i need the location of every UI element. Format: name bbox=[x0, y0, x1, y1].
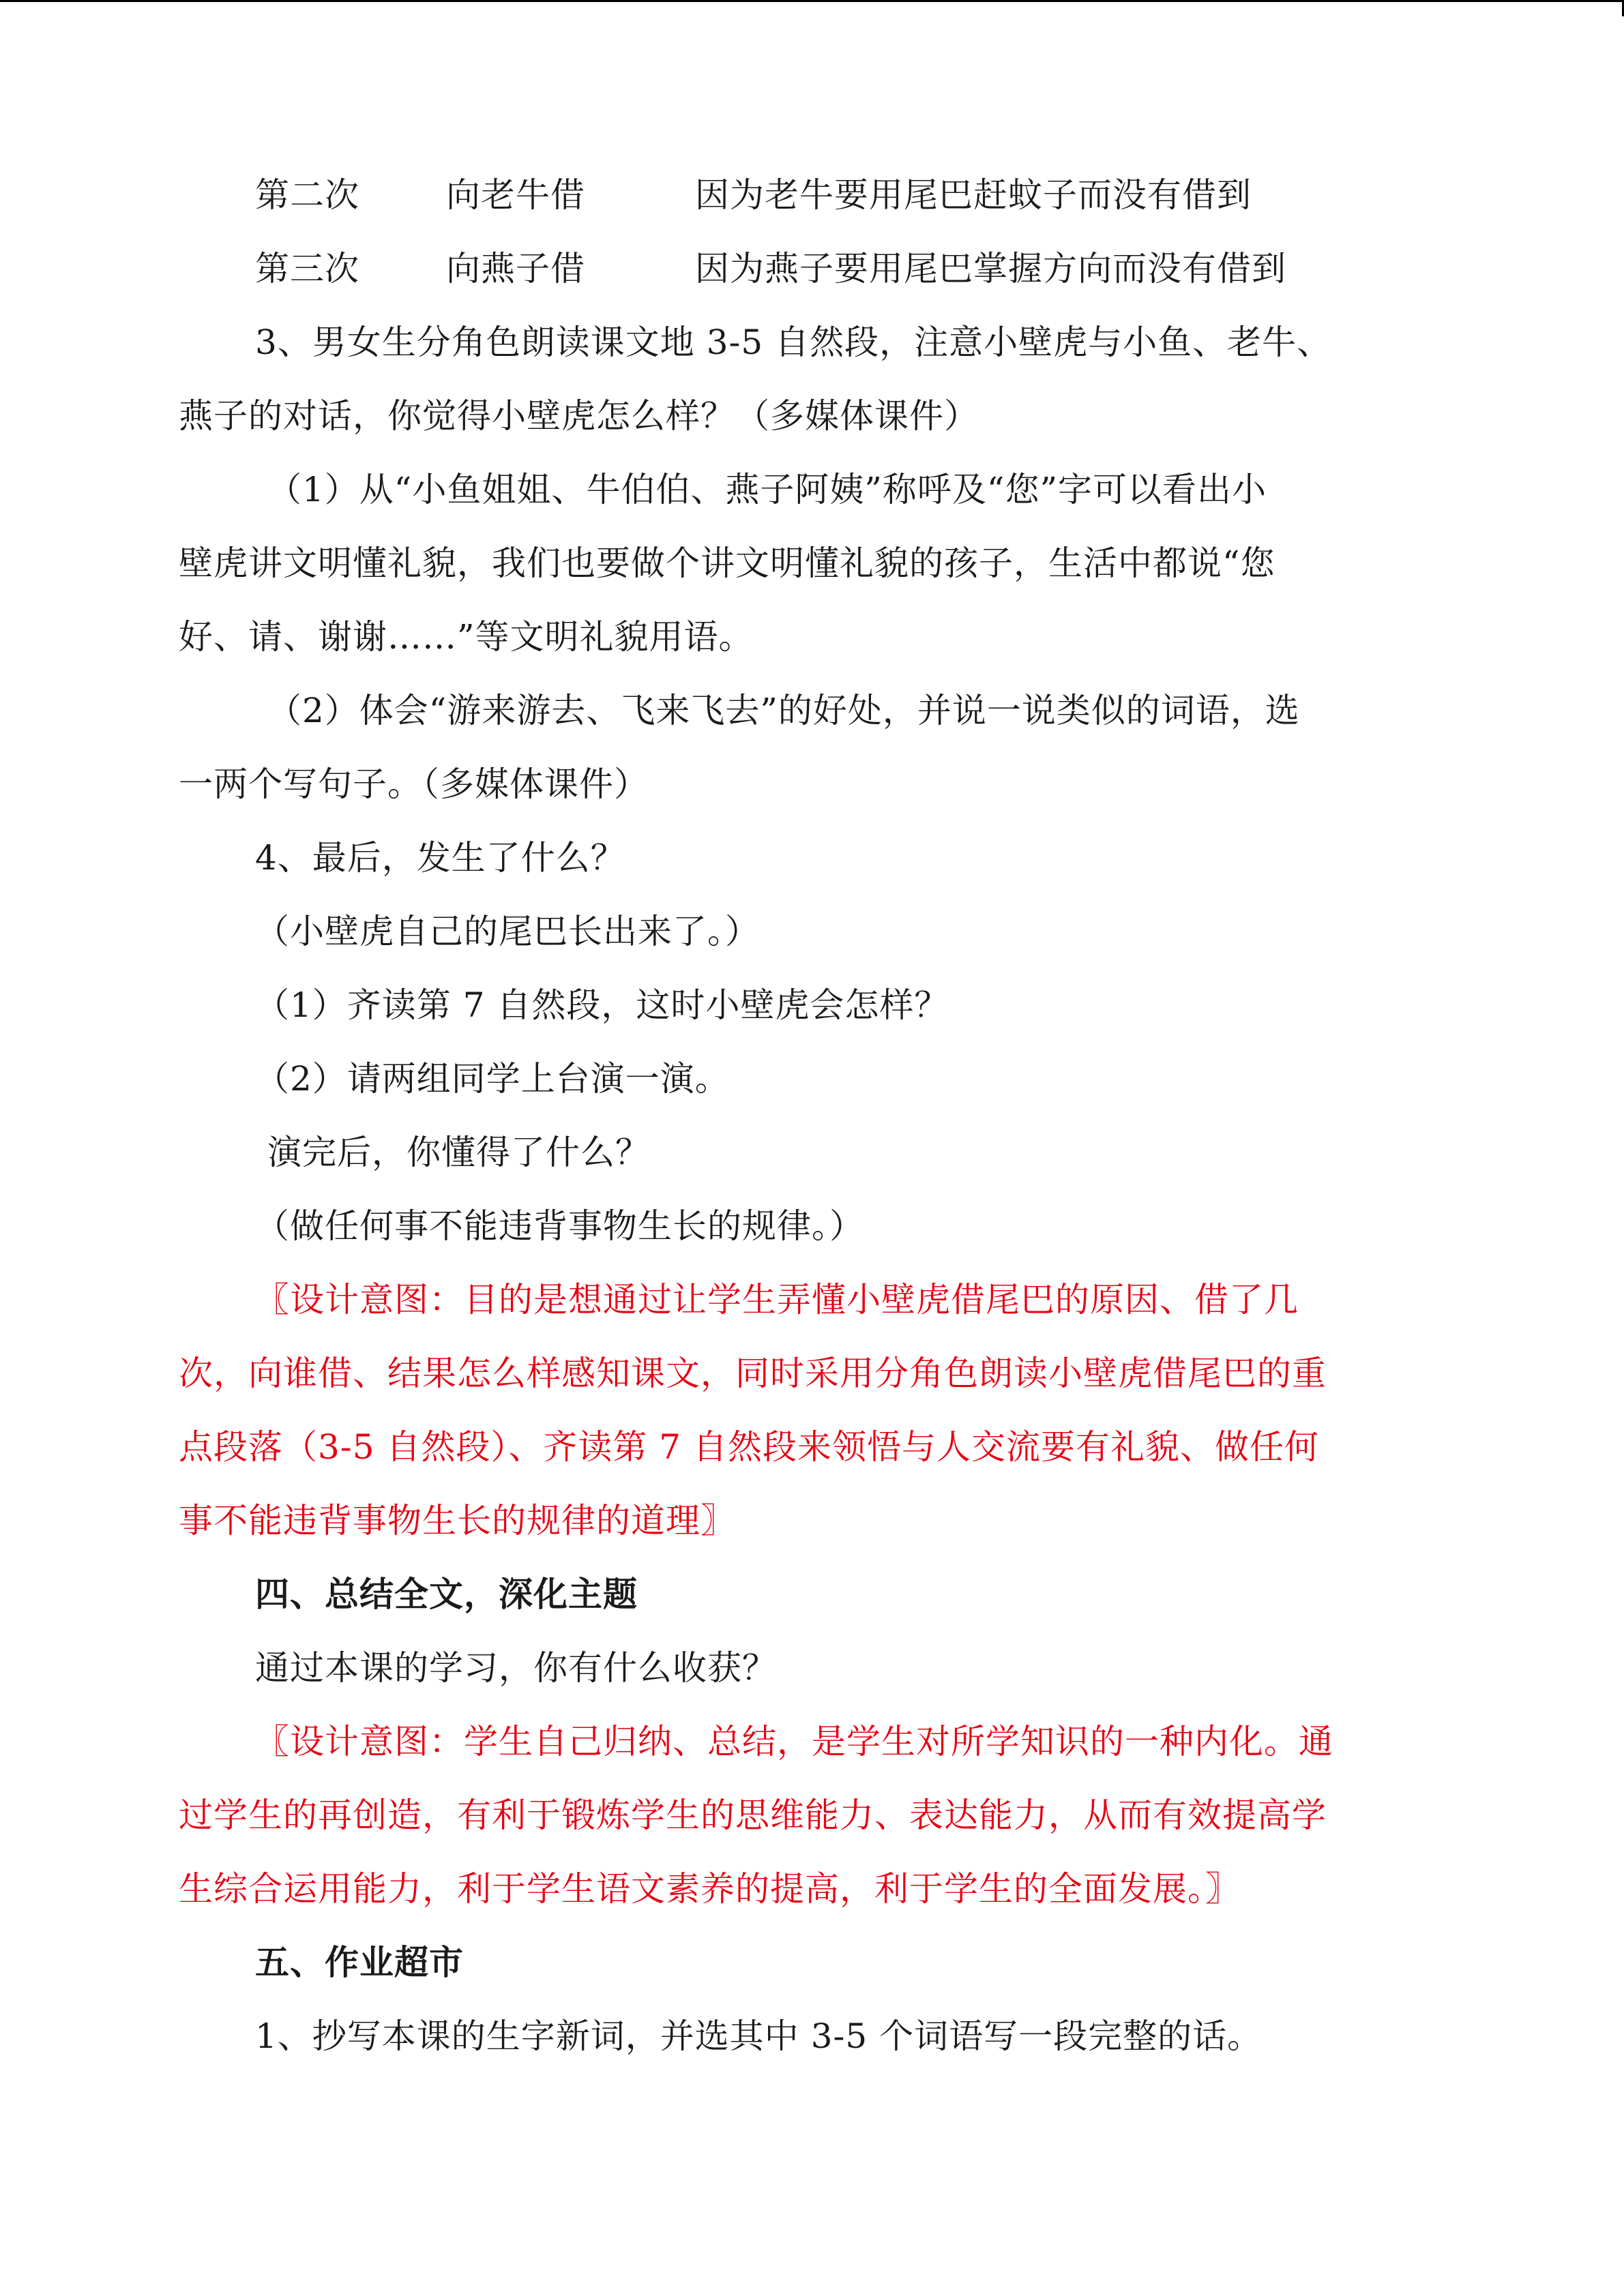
design-intent-1-line1: 〖设计意图：目的是想通过让学生弄懂小壁虎借尾巴的原因、借了几 bbox=[255, 1280, 1299, 1320]
step3-line2: 燕子的对话，你觉得小壁虎怎么样？（多媒体课件） bbox=[179, 396, 979, 436]
design-intent-1-line2: 次，向谁借、结果怎么样感知课文，同时采用分角色朗读小壁虎借尾巴的重 bbox=[179, 1354, 1327, 1393]
step4-item2: （2）请两组同学上台演一演。 bbox=[255, 1059, 730, 1099]
step4-answer: （小壁虎自己的尾巴长出来了。） bbox=[255, 912, 760, 951]
step4-item1: （1）齐读第 7 自然段，这时小壁虎会怎样？ bbox=[255, 985, 949, 1025]
section4-question: 通过本课的学习，你有什么收获？ bbox=[255, 1648, 777, 1688]
section5-task1: 1、抄写本课的生字新词，并选其中 3-5 个词语写一段完整的话。 bbox=[255, 2016, 1263, 2056]
step3-line1: 3、男女生分角色朗读课文地 3-5 自然段，注意小壁虎与小鱼、老牛、 bbox=[255, 323, 1332, 362]
design-intent-1-line3: 点段落（3-5 自然段）、齐读第 7 自然段来领悟与人交流要有礼貌、做任何 bbox=[179, 1427, 1320, 1467]
design-intent-2-line1: 〖设计意图：学生自己归纳、总结，是学生对所学知识的一种内化。通 bbox=[255, 1722, 1333, 1761]
section5-heading: 五、作业超市 bbox=[255, 1942, 464, 1982]
borrow-result: 因为老牛要用尾巴赶蚊子而没有借到 bbox=[695, 175, 1252, 215]
design-intent-1-line4: 事不能违背事物生长的规律的道理〗 bbox=[179, 1501, 735, 1540]
point2-line1: （2）体会“游来游去、飞来飞去”的好处，并说一说类似的词语，选 bbox=[267, 691, 1300, 730]
document-page bbox=[179, 158, 1447, 2073]
borrow-order: 第三次 bbox=[255, 249, 359, 288]
borrow-row-third bbox=[179, 232, 1447, 305]
borrow-target: 向燕子借 bbox=[446, 249, 585, 288]
step4-after: 演完后，你懂得了什么？ bbox=[267, 1133, 650, 1172]
step4-question: 4、最后，发生了什么？ bbox=[255, 838, 625, 878]
point2-line2: 一两个写句子。（多媒体课件） bbox=[179, 764, 649, 804]
borrow-target: 向老牛借 bbox=[446, 175, 585, 215]
point1-line1: （1）从“小鱼姐姐、牛伯伯、燕子阿姨”称呼及“您”字可以看出小 bbox=[267, 470, 1267, 509]
borrow-order: 第二次 bbox=[255, 175, 359, 215]
design-intent-2-line2: 过学生的再创造，有利于锻炼学生的思维能力、表达能力，从而有效提高学 bbox=[179, 1795, 1327, 1835]
borrow-result: 因为燕子要用尾巴掌握方向而没有借到 bbox=[695, 249, 1286, 288]
point1-line3: 好、请、谢谢……”等文明礼貌用语。 bbox=[179, 617, 754, 657]
design-intent-2-line3: 生综合运用能力，利于学生语文素养的提高，利于学生的全面发展。〗 bbox=[179, 1869, 1240, 1909]
borrow-row-second bbox=[179, 158, 1447, 232]
point1-line2: 壁虎讲文明懂礼貌，我们也要做个讲文明懂礼貌的孩子，生活中都说“您 bbox=[179, 543, 1275, 583]
page-border-top bbox=[0, 0, 1624, 2]
step4-lesson: （做任何事不能违背事物生长的规律。） bbox=[255, 1206, 864, 1246]
section4-heading: 四、总结全文，深化主题 bbox=[255, 1574, 638, 1614]
